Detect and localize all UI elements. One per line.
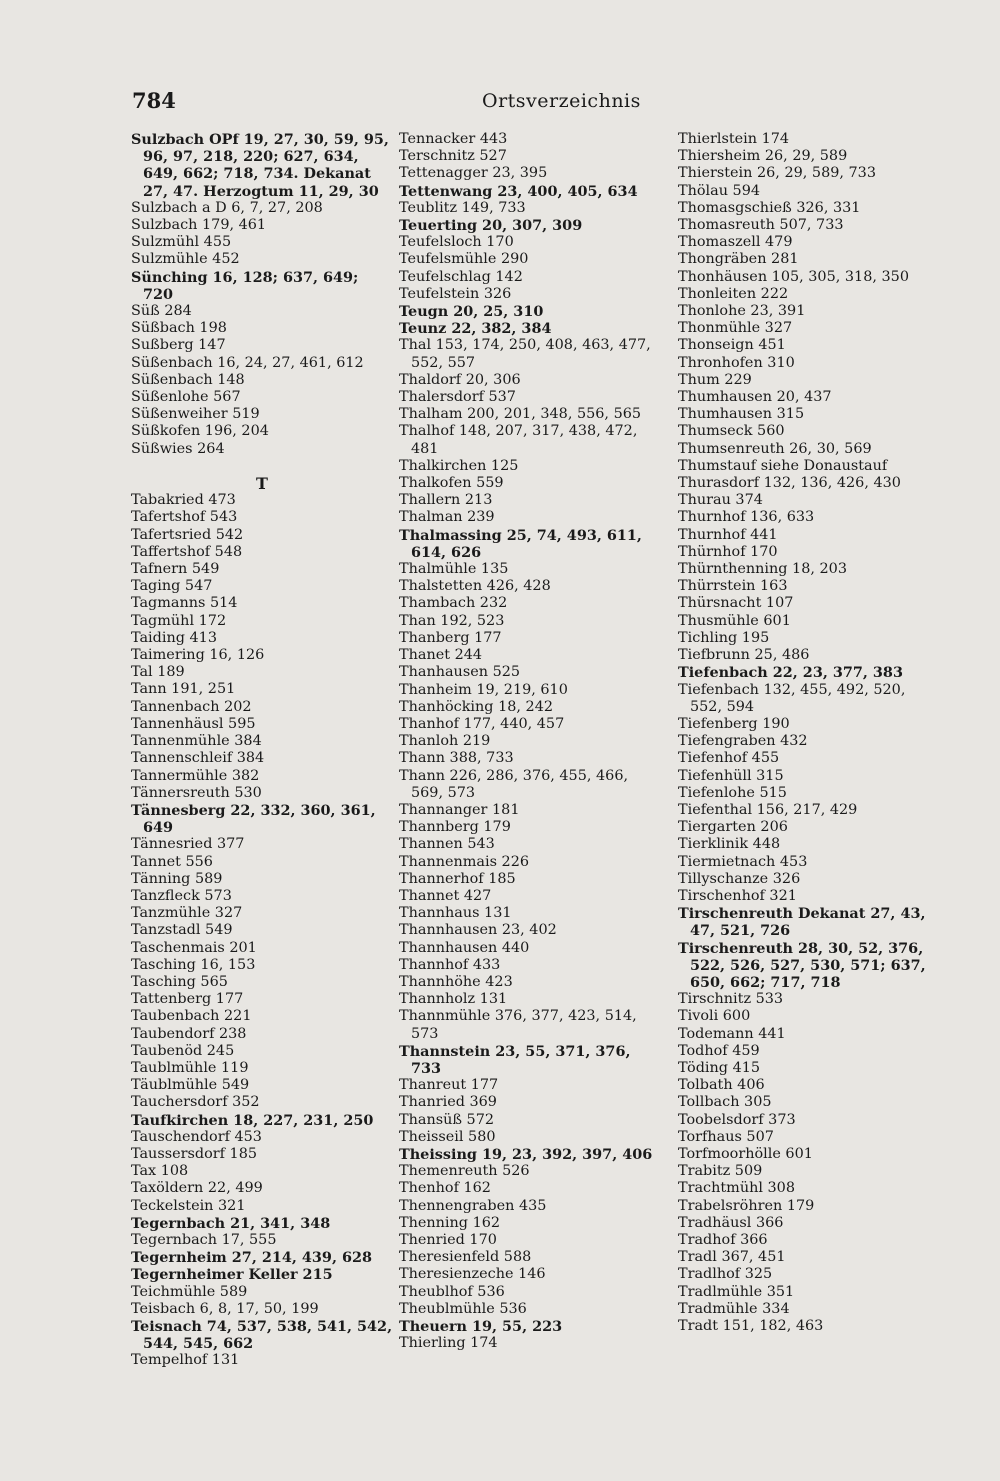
index-entry: Tempelhof 131: [131, 1352, 240, 1369]
index-entry: Todemann 441: [678, 1025, 786, 1042]
index-entry: Thallern 213: [399, 492, 493, 509]
index-entry: Thannhof 433: [399, 956, 501, 973]
index-entry: Taxöldern 22, 499: [131, 1180, 263, 1197]
index-entry: Thürnthenning 18, 203: [678, 561, 847, 578]
index-entry: Thannen 543: [399, 836, 495, 853]
index-entry: Theisseil 580: [399, 1128, 496, 1145]
index-entry: Tagmanns 514: [131, 595, 238, 612]
index-entry: Taublmühle 119: [131, 1059, 249, 1076]
index-entry: Thonlohe 23, 391: [678, 303, 806, 320]
index-entry: Taffertshof 548: [131, 543, 243, 560]
index-entry: Tauschendorf 453: [131, 1128, 262, 1145]
index-entry: Thongräben 281: [678, 251, 799, 268]
index-entry: Thumhausen 20, 437: [678, 389, 832, 406]
index-entry: Thannmühle 376, 377, 423, 514, 573: [399, 1008, 637, 1042]
index-entry: Sünching 16, 128; 637, 649; 720: [131, 268, 359, 303]
index-entry: Teufelsmühle 290: [399, 251, 529, 268]
index-entry: Süßenbach 148: [131, 371, 245, 388]
index-entry: Tänning 589: [131, 870, 223, 887]
index-entry: Tradt 151, 182, 463: [678, 1318, 824, 1335]
index-entry: Thannhaus 131: [399, 905, 512, 922]
index-entry: Thenried 170: [399, 1232, 497, 1248]
index-entry: Sulzbach a D 6, 7, 27, 208: [131, 199, 323, 216]
index-entry: Thanloh 219: [399, 733, 491, 750]
index-entry: Tiermietnach 453: [678, 853, 808, 870]
index-entry: Thannstein 23, 55, 371, 376, 733: [399, 1042, 631, 1077]
index-entry: Tirschenhof 321: [678, 887, 797, 904]
index-entry: Süßwies 264: [131, 440, 225, 457]
index-entry: Tiefenthal 156, 217, 429: [678, 801, 858, 818]
index-entry: Thomasgschieß 326, 331: [678, 199, 861, 216]
index-entry: Thambach 232: [399, 595, 508, 612]
index-entry: Thum 229: [678, 371, 752, 388]
index-entry: Thronhofen 310: [678, 354, 795, 371]
running-title: Ortsverzeichnis: [482, 90, 641, 112]
index-entry: Thannhöhe 423: [399, 973, 513, 990]
index-entry: Tiergarten 206: [678, 819, 788, 836]
index-entry: Tegernbach 17, 555: [131, 1231, 277, 1248]
index-entry: Tal 189: [131, 664, 185, 681]
index-entry: Tradl 367, 451: [678, 1249, 786, 1266]
index-entry: Tannenmühle 384: [131, 733, 262, 750]
index-entry: Tiefenhof 455: [678, 750, 780, 767]
index-entry: Thanried 369: [399, 1094, 497, 1111]
index-entry: Tradmühle 334: [678, 1300, 790, 1317]
index-entry: Thurnhof 441: [678, 526, 778, 543]
index-entry: Thann 388, 733: [399, 750, 514, 767]
index-entry: Tivoli 600: [678, 1008, 751, 1025]
index-entry: Thürsnacht 107: [678, 595, 794, 612]
index-entry: Thalham 200, 201, 348, 556, 565: [399, 406, 642, 423]
index-entry: Thannholz 131: [399, 991, 508, 1008]
index-entry: Thürrstein 163: [678, 578, 788, 595]
index-entry: Thierlstein 174: [678, 131, 790, 147]
index-entry: Tabakried 473: [131, 492, 236, 509]
index-entry: Thonmühle 327: [678, 320, 793, 337]
index-entry: Trabelsröhren 179: [678, 1197, 815, 1214]
index-entry: Thannenmais 226: [399, 853, 530, 870]
index-entry: Teugn 20, 25, 310: [399, 303, 544, 321]
index-entry: Torfmoorhölle 601: [678, 1145, 813, 1162]
index-entry: Tettenagger 23, 395: [399, 165, 548, 182]
index-entry: Tannet 556: [131, 853, 213, 870]
index-entry: Thiersheim 26, 29, 589: [678, 148, 848, 165]
index-entry: Sulzbach 179, 461: [131, 217, 267, 234]
index-entry: Süßenlohe 567: [131, 389, 241, 406]
index-entry: Tirschenreuth 28, 30, 52, 376, 522, 526, 527, 530, 571; 637, 650, 662; 717, 718: [678, 939, 926, 991]
index-entry: Thomasreuth 507, 733: [678, 217, 844, 234]
index-entry: Thannet 427: [399, 887, 492, 904]
index-entry: Thennengraben 435: [399, 1197, 547, 1214]
index-entry: Thalkirchen 125: [399, 457, 519, 474]
index-entry: Thierling 174: [399, 1335, 498, 1352]
index-entry: Tradhäusl 366: [678, 1214, 784, 1231]
index-entry: Thonleiten 222: [678, 285, 789, 302]
index-entry: Tennacker 443: [399, 131, 508, 147]
index-entry: Sußberg 147: [131, 337, 226, 354]
index-column-2: [399, 131, 661, 1352]
index-entry: Thurnhof 136, 633: [678, 509, 815, 526]
index-entry: Tiefenhüll 315: [678, 767, 784, 784]
index-entry: Tegernheimer Keller 215: [131, 1266, 333, 1284]
index-entry: Tiefengraben 432: [678, 733, 808, 750]
index-entry: Thanreut 177: [399, 1077, 499, 1094]
index-entry: Taussersdorf 185: [131, 1145, 258, 1162]
index-entry: Tattenberg 177: [131, 991, 244, 1008]
index-entry: Thalhof 148, 207, 317, 438, 472, 481: [399, 423, 638, 457]
index-entry: Themenreuth 526: [399, 1163, 530, 1180]
index-entry: Theublhof 536: [399, 1283, 505, 1300]
index-entry: Teckelstein 321: [131, 1197, 246, 1214]
index-entry: Tanzmühle 327: [131, 905, 243, 922]
index-entry: Thusmühle 601: [678, 612, 791, 629]
index-entry: Thomaszell 479: [678, 234, 793, 251]
index-entry: Tax 108: [131, 1163, 189, 1180]
index-entry: Theuern 19, 55, 223: [399, 1318, 563, 1336]
index-entry: Tanzfleck 573: [131, 887, 232, 904]
index-entry: Trabitz 509: [678, 1163, 763, 1180]
index-entry: Torfhaus 507: [678, 1128, 774, 1145]
index-entry: Tiefenbach 22, 23, 377, 383: [678, 664, 903, 682]
index-column-3: [678, 131, 940, 1335]
index-entry: Tillyschanze 326: [678, 870, 801, 887]
index-entry: Tagmühl 172: [131, 612, 227, 629]
index-entry: Taging 547: [131, 578, 213, 595]
page-header: [0, 88, 1000, 118]
index-entry: Thürnhof 170: [678, 543, 778, 560]
index-entry: Taubenöd 245: [131, 1042, 235, 1059]
index-entry: Tanzstadl 549: [131, 922, 233, 939]
index-entry: Thalersdorf 537: [399, 389, 516, 406]
index-entry: Sulzmühl 455: [131, 234, 232, 251]
index-column-1: [131, 131, 393, 1370]
index-entry: Tierklinik 448: [678, 836, 781, 853]
index-entry: Töding 415: [678, 1059, 761, 1076]
index-entry: Tollbach 305: [678, 1094, 772, 1111]
index-entry: Täublmühle 549: [131, 1077, 250, 1094]
index-entry: Thanhof 177, 440, 457: [399, 715, 565, 732]
index-entry: Tannenhäusl 595: [131, 715, 256, 732]
index-entry: Thumsenreuth 26, 30, 569: [678, 440, 872, 457]
index-entry: Thanhöcking 18, 242: [399, 698, 554, 715]
index-entry: Tegernheim 27, 214, 439, 628: [131, 1249, 372, 1267]
index-entry: Thonseign 451: [678, 337, 786, 354]
index-entry: Theresienzeche 146: [399, 1266, 546, 1283]
index-entry: Süß 284: [131, 303, 192, 320]
index-entry: Tiefenberg 190: [678, 715, 790, 732]
index-entry: Toobelsdorf 373: [678, 1111, 796, 1128]
index-entry: Thalstetten 426, 428: [399, 578, 551, 595]
index-entry: Todhof 459: [678, 1042, 760, 1059]
index-entry: Thanhausen 525: [399, 664, 521, 681]
index-entry: Thal 153, 174, 250, 408, 463, 477, 552, 557: [399, 337, 651, 371]
index-entry: Teublitz 149, 733: [399, 199, 526, 216]
index-entry: Teichmühle 589: [131, 1283, 248, 1300]
index-entry: Thierstein 26, 29, 589, 733: [678, 165, 876, 182]
index-entry: Thannhausen 440: [399, 939, 530, 956]
section-letter: T: [256, 474, 268, 494]
index-entry: Thurau 374: [678, 492, 763, 509]
index-entry: Tegernbach 21, 341, 348: [131, 1214, 331, 1232]
index-entry: Tännesberg 22, 332, 360, 361, 649: [131, 801, 376, 837]
index-entry: Tradlmühle 351: [678, 1283, 795, 1300]
index-entry: Thanheim 19, 219, 610: [399, 681, 568, 698]
index-entry: Thann 226, 286, 376, 455, 466, 569, 573: [399, 767, 629, 801]
index-entry: Tafertsried 542: [131, 526, 244, 543]
index-entry: Thanberg 177: [399, 629, 502, 646]
index-entry: Tannermühle 382: [131, 767, 260, 784]
index-entry: Thenhof 162: [399, 1180, 491, 1197]
index-entry: Thannanger 181: [399, 801, 520, 818]
index-entry: Tasching 16, 153: [131, 956, 256, 973]
index-entry: Thannhausen 23, 402: [399, 922, 557, 939]
index-entry: Tirschnitz 533: [678, 991, 784, 1008]
index-entry: Thalmühle 135: [399, 561, 509, 578]
index-entry: Taubenbach 221: [131, 1008, 252, 1025]
index-entry: Thonhäusen 105, 305, 318, 350: [678, 268, 909, 285]
index-entry: Tann 191, 251: [131, 681, 236, 698]
index-entry: Tradhof 366: [678, 1232, 768, 1248]
index-entry: Terschnitz 527: [399, 148, 507, 165]
index-entry: Tiefenlohe 515: [678, 784, 787, 801]
index-entry: Tirschenreuth Dekanat 27, 43, 47, 521, 726: [678, 905, 926, 940]
index-entry: Teisbach 6, 8, 17, 50, 199: [131, 1300, 319, 1317]
index-entry: Teisnach 74, 537, 538, 541, 542, 544, 545, 662: [131, 1318, 393, 1353]
index-entry: Than 192, 523: [399, 612, 505, 629]
index-entry: Thumstauf siehe Donaustauf: [678, 457, 888, 474]
index-entry: Theresienfeld 588: [399, 1249, 532, 1266]
index-entry: Thanet 244: [399, 647, 483, 664]
index-entry: Tasching 565: [131, 973, 228, 990]
index-entry: Trachtmühl 308: [678, 1180, 795, 1197]
index-entry: Sulzbach OPf 19, 27, 30, 59, 95, 96, 97, 218, 220; 627, 634, 649, 662; 718, 734. Dekanat 27, 47. Herzogtum 11, 29, 30: [131, 131, 389, 200]
index-entry: Tichling 195: [678, 629, 770, 646]
index-entry: Thumseck 560: [678, 423, 785, 440]
index-entry: Teuerting 20, 307, 309: [399, 217, 583, 235]
index-entry: Taimering 16, 126: [131, 647, 265, 664]
index-entry: Thalmassing 25, 74, 493, 611, 614, 626: [399, 526, 642, 561]
index-entry: Thaldorf 20, 306: [399, 371, 521, 388]
index-entry: Süßenbach 16, 24, 27, 461, 612: [131, 354, 364, 371]
index-entry: Tännersreuth 530: [131, 784, 262, 801]
index-entry: Tolbath 406: [678, 1077, 765, 1094]
index-entry: Thansüß 572: [399, 1111, 495, 1128]
index-entry: Thalkofen 559: [399, 475, 504, 492]
page-number: 784: [132, 88, 176, 113]
index-entry: Tännesried 377: [131, 836, 245, 853]
index-entry: Süßbach 198: [131, 320, 227, 337]
index-entry: Theissing 19, 23, 392, 397, 406: [399, 1145, 653, 1163]
index-entry: Thurasdorf 132, 136, 426, 430: [678, 475, 901, 492]
index-entry: Tauchersdorf 352: [131, 1094, 260, 1111]
index-entry: Tannenschleif 384: [131, 750, 265, 767]
index-entry: Tiefbrunn 25, 486: [678, 647, 810, 664]
index-entry: Taufkirchen 18, 227, 231, 250: [131, 1111, 374, 1129]
index-entry: Teufelschlag 142: [399, 268, 523, 285]
index-entry: Thalman 239: [399, 509, 495, 526]
index-entry: Tettenwang 23, 400, 405, 634: [399, 182, 638, 200]
index-entry: Taschenmais 201: [131, 939, 257, 956]
index-entry: Taiding 413: [131, 629, 217, 646]
index-entry: Thannberg 179: [399, 819, 511, 836]
index-entry: Tiefenbach 132, 455, 492, 520, 552, 594: [678, 681, 906, 715]
index-entry: Thannerhof 185: [399, 870, 516, 887]
index-entry: Tafertshof 543: [131, 509, 238, 526]
index-entry: Teunz 22, 382, 384: [399, 320, 552, 338]
index-entry: Thumhausen 315: [678, 406, 805, 423]
index-entry: Taubendorf 238: [131, 1025, 247, 1042]
index-entry: Tafnern 549: [131, 561, 220, 578]
index-entry: Teufelstein 326: [399, 285, 512, 302]
index-entry: Thölau 594: [678, 182, 761, 199]
index-entry: Teufelsloch 170: [399, 234, 514, 251]
blank-line: [131, 458, 393, 475]
index-entry: Tradlhof 325: [678, 1266, 773, 1283]
index-entry: Süßkofen 196, 204: [131, 423, 269, 440]
index-entry: Süßenweiher 519: [131, 406, 260, 423]
index-entry: Sulzmühle 452: [131, 251, 240, 268]
index-entry: Theublmühle 536: [399, 1300, 527, 1317]
index-entry: Thenning 162: [399, 1214, 501, 1231]
index-entry: Tannenbach 202: [131, 698, 252, 715]
